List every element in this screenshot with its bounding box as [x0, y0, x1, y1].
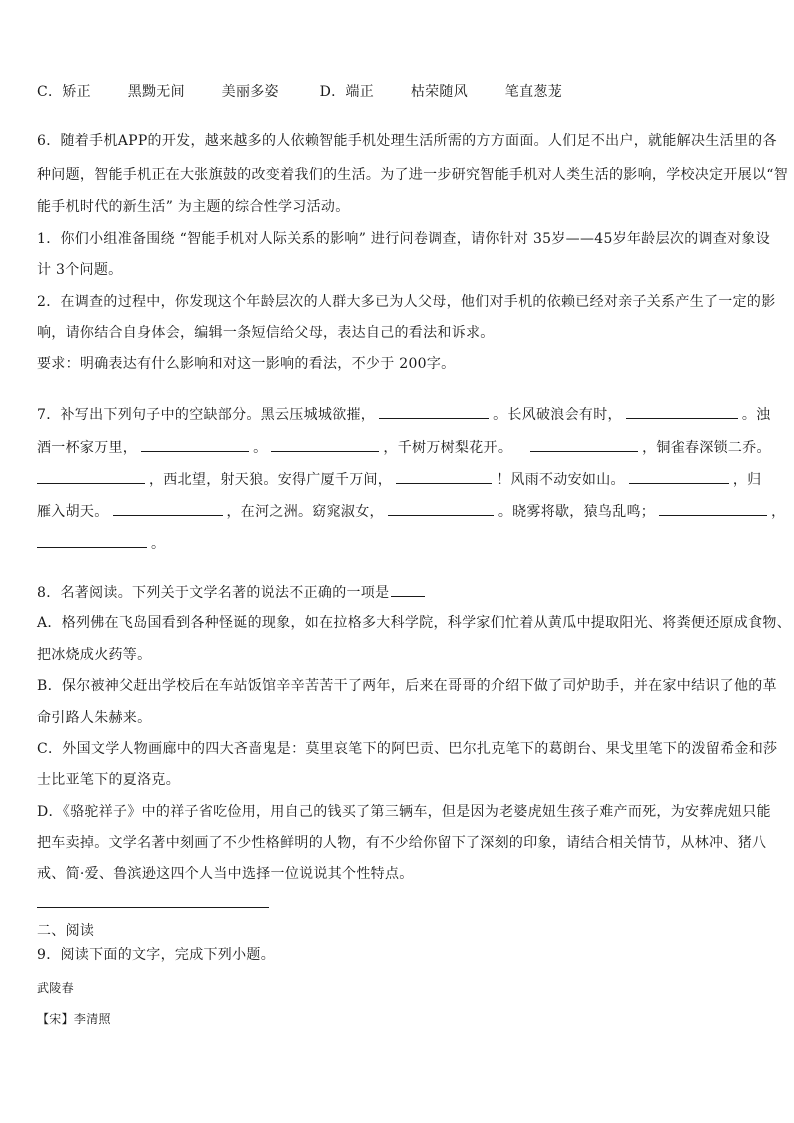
answer-blank[interactable]	[271, 437, 379, 452]
q7-line-4	[37, 501, 786, 522]
q6-sub2-line-1: 2．在调查的过程中，你发现这个年龄层次的人群大多已为人父母，他们对手机的依赖已经对亲子关系产生了一定的影	[37, 294, 776, 310]
answer-blank[interactable]	[629, 469, 729, 484]
answer-blank[interactable]	[388, 501, 494, 516]
q6-line-1: 6．随着手机APP的开发，越来越多的人依赖智能手机处理生活所需的方方面面。人们足不出户，就能解决生活里的各	[37, 133, 777, 149]
q8-option-d-line-2: 把车卖掉。文学名著中刻画了不少性格鲜明的人物，有不少给你留下了深刻的印象，请结合相关情节，从林冲、猪八	[37, 835, 767, 851]
q7-text: ，铜雀春深锁二乔。	[642, 440, 771, 456]
q6-line-3: 能手机时代的新生活” 为主题的综合性学习活动。	[37, 199, 350, 215]
q8-option-b-line-1: B．保尔被神父赶出学校后在车站饭馆辛辛苦苦干了两年，后来在哥哥的介绍下做了司炉助手，并在家中结识了他的革	[37, 678, 777, 694]
answer-blank[interactable]	[37, 533, 147, 548]
q7-text: 。长风破浪会有时，	[493, 407, 622, 423]
option-c-word-2: 黑黝无间	[127, 84, 185, 100]
q8-option-a-line-1: A．格列佛在飞岛国看到各种怪诞的现象，如在拉格多大科学院，科学家们忙着从黄瓜中提取阳光、将粪便还原成食物、	[37, 615, 792, 631]
section-heading: 二、阅读	[37, 923, 95, 939]
poem-author: 【宋】李清照	[37, 1012, 111, 1026]
q9-stem: 9．阅读下面的文字，完成下列小题。	[37, 947, 276, 963]
q6-sub2-line-2: 响，请你结合自身体会，编辑一条短信给父母，表达自己的看法和诉求。	[37, 325, 495, 341]
q6-sub1-line-1: 1．你们小组准备围绕 “智能手机对人际关系的影响” 进行问卷调查，请你针对 35岁——45岁年龄层次的调查对象设	[37, 231, 770, 247]
q7-text: 。浊	[741, 407, 771, 423]
q7-text: ，西北望，射天狼。安得广厦千万间，	[149, 472, 393, 488]
q7-text: 7．补写出下列句子中的空缺部分。黑云压城城欲摧，	[37, 407, 376, 423]
q8-stem-text: 8．名著阅读。下列关于文学名著的说法不正确的一项是	[37, 585, 390, 601]
q7-text: 雁入胡天。	[37, 504, 109, 520]
option-c-letter: C．	[37, 84, 63, 100]
q7-text: ，在河之洲。窈窕淑女，	[226, 504, 384, 520]
answer-blank[interactable]	[530, 437, 638, 452]
q8-option-d-line-1: D．《骆驼祥子》中的祥子省吃俭用，用自己的钱买了第三辆车，但是因为老婆虎妞生孩子难产而死，为安葬虎妞只能	[37, 804, 771, 820]
q7-line-2	[37, 437, 771, 458]
option-d-word-2: 枯荣随风	[410, 84, 469, 100]
q7-text: ，千树万树梨花开。	[383, 440, 513, 456]
option-c-word-1: 矫正	[62, 84, 91, 100]
q7-line-1	[37, 404, 771, 425]
answer-blank[interactable]	[391, 582, 425, 597]
q7-text: ！风雨不动安如山。	[496, 472, 625, 488]
q8-option-a-line-2: 把冰烧成火药等。	[37, 647, 152, 663]
q7-text: ，	[771, 504, 786, 520]
option-d-word-1: 端正	[345, 84, 375, 100]
option-d-letter: D．	[319, 84, 346, 100]
q7-text: 。	[253, 440, 268, 456]
q7-text: 。晓雾将歇，猿鸟乱鸣；	[497, 504, 656, 520]
q7-text: 。	[151, 536, 166, 552]
q7-text: ，归	[732, 472, 762, 488]
q8-option-c-line-2: 士比亚笔下的夏洛克。	[37, 772, 180, 788]
option-d-word-3: 笔直葱茏	[504, 84, 562, 100]
q7-line-5	[37, 533, 757, 554]
answer-blank[interactable]	[113, 501, 223, 516]
answer-blank[interactable]	[659, 501, 767, 516]
q6-sub1-line-2: 计 3个问题。	[37, 262, 123, 278]
answer-blank[interactable]	[396, 469, 492, 484]
answer-blank[interactable]	[379, 404, 489, 419]
section-divider	[37, 907, 269, 908]
q8-stem	[37, 582, 757, 603]
option-c-word-3: 美丽多姿	[221, 84, 279, 100]
q7-line-3	[37, 469, 762, 490]
answer-blank[interactable]	[626, 404, 738, 419]
q8-option-b-line-2: 命引路人朱赫来。	[37, 710, 152, 726]
q7-text: 酒一杯家万里，	[37, 440, 138, 456]
answer-blank[interactable]	[141, 437, 249, 452]
q8-option-d-line-3: 戒、简·爱、鲁滨逊这四个人当中选择一位说说其个性特点。	[37, 866, 414, 882]
q8-option-c-line-1: C．外国文学人物画廊中的四大吝啬鬼是：莫里哀笔下的阿巴贡、巴尔扎克笔下的葛朗台、果戈里笔下的泼留希金和莎	[37, 741, 778, 757]
answer-blank[interactable]	[37, 469, 145, 484]
q6-requirement: 要求：明确表达有什么影响和对这一影响的看法，不少于 200字。	[37, 356, 456, 372]
poem-title: 武陵春	[37, 981, 74, 995]
options-c-d-line	[37, 82, 757, 102]
q6-line-2: 种问题，智能手机正在大张旗鼓的改变着我们的生活。为了进一步研究智能手机对人类生活的影响，学校决定开展以“智	[37, 167, 789, 183]
